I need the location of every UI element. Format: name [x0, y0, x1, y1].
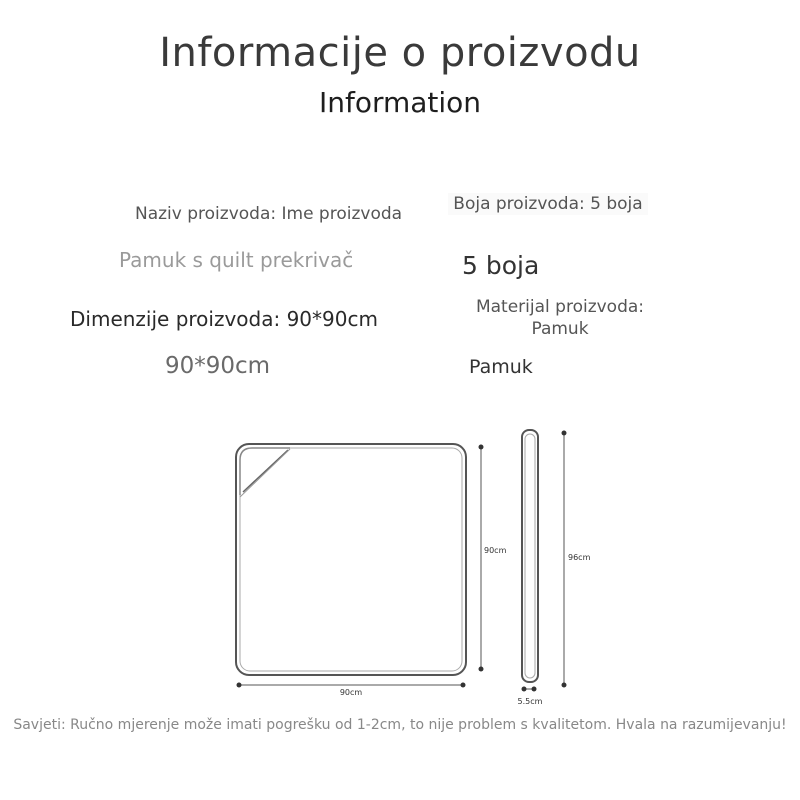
thickness-dimension-text: 5.5cm [517, 697, 543, 706]
page-title: Informacije o proizvodu [159, 30, 641, 76]
product-color-label: Boja proizvoda: 5 boja [448, 193, 648, 215]
measurement-note: Savjeti: Ručno mjerenje može imati pogrešku od 1-2cm, to nije problem s kvalitetom. Hvala na razumijevanju! [13, 717, 787, 733]
page-subtitle: Information [318, 86, 482, 119]
product-dimension-value: 90*90cm [165, 353, 271, 379]
product-name-value: Pamuk s quilt prekrivač [119, 248, 354, 272]
side-length-dimension-text: 96cm [568, 553, 591, 562]
thickness-dimension-line [522, 687, 537, 692]
product-name-label: Naziv proizvoda: Ime proizvoda [135, 204, 403, 224]
width-dimension-line [237, 683, 466, 688]
height-dimension-line [479, 445, 484, 672]
side-length-dimension-line [562, 431, 567, 688]
product-material-value: Pamuk [469, 356, 533, 378]
width-dimension-text: 90cm [339, 688, 363, 697]
product-color-value: 5 boja [462, 251, 540, 280]
product-dimension-label: Dimenzije proizvoda: 90*90cm [70, 307, 378, 331]
height-dimension-text: 90cm [484, 546, 507, 555]
quilt-side-view [522, 430, 538, 682]
quilt-front-view [236, 444, 466, 675]
product-material-label: Materijal proizvoda: Pamuk [475, 297, 645, 339]
